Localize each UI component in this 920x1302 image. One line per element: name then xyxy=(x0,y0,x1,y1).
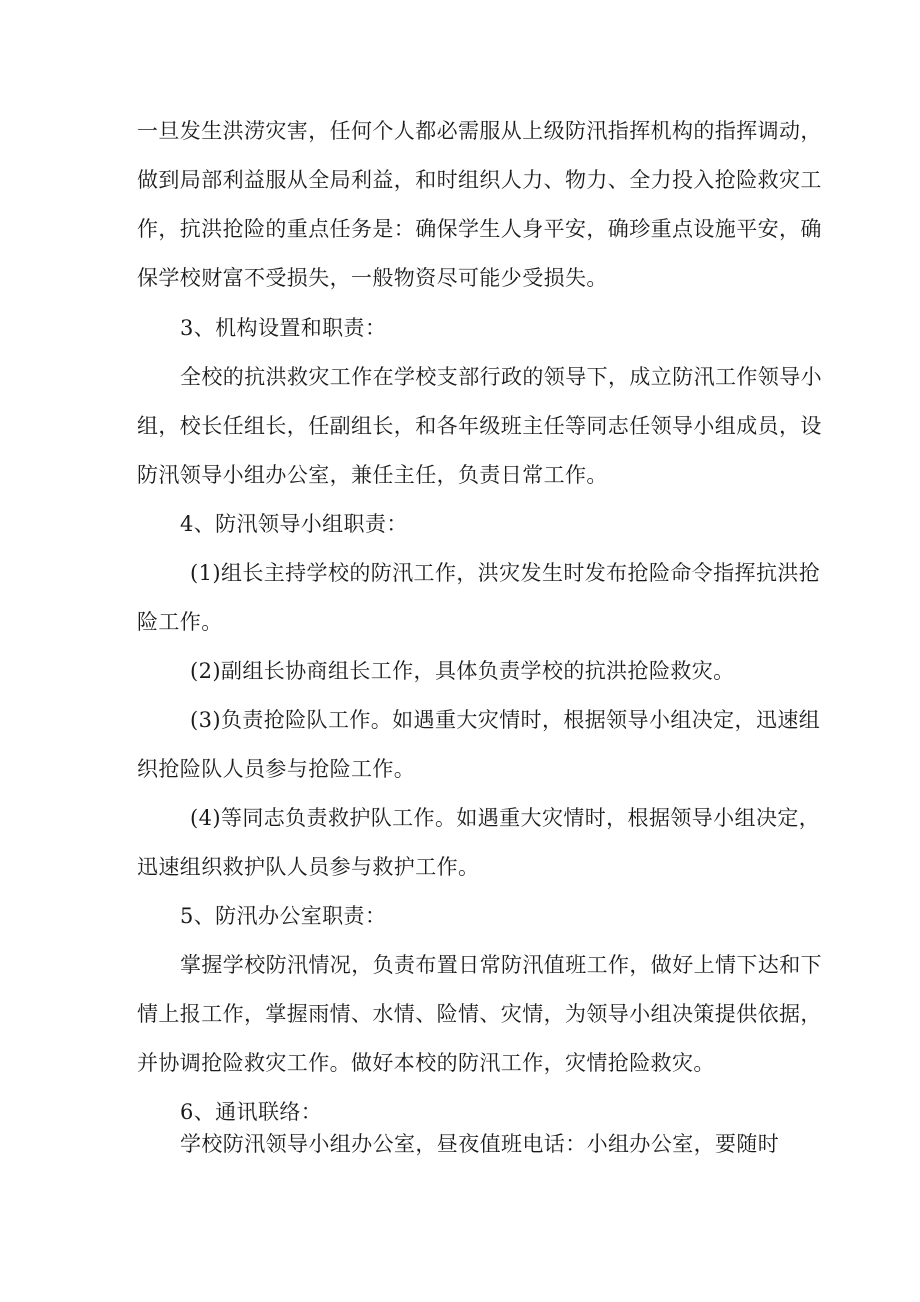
text-line: 作，抗洪抢险的重点任务是：确保学生人身平安，确珍重点设施平安，确 xyxy=(137,217,822,241)
section-heading-5: 5、防汛办公室职责： xyxy=(180,904,387,928)
text-line: 一旦发生洪涝灾害，任何个人都必需服从上级防汛指挥机构的指挥调动， xyxy=(137,119,822,143)
text-line: 防汛领导小组办公室，兼任主任，负责日常工作。 xyxy=(137,463,608,487)
text-line: 并协调抢险救灾工作。做好本校的防汛工作，灾情抢险救灾。 xyxy=(137,1051,715,1075)
text-line: 全校的抗洪救灾工作在学校支部行政的领导下，成立防汛工作领导小 xyxy=(180,365,822,389)
text-line: 织抢险队人员参与抢险工作。 xyxy=(137,757,416,781)
section-heading-3: 3、机构设置和职责： xyxy=(180,316,387,340)
text-line: 组，校长任组长，任副组长，和各年级班主任等同志任领导小组成员，设 xyxy=(137,414,822,438)
text-line: 掌握学校防汛情况，负责布置日常防汛值班工作，做好上情下达和下 xyxy=(180,953,822,977)
text-line: 做到局部利益服从全局利益，和时组织人力、物力、全力投入抢险救灾工 xyxy=(137,168,822,192)
text-line: 情上报工作，掌握雨情、水情、险情、灾情，为领导小组决策提供依据， xyxy=(137,1002,822,1026)
section-heading-4: 4、防汛领导小组职责： xyxy=(180,512,408,536)
text-line: 迅速组织救护队人员参与救护工作。 xyxy=(137,855,480,879)
text-line: 保学校财富不受损失，一般物资尽可能少受损失。 xyxy=(137,266,608,290)
text-line: (1)组长主持学校的防汛工作，洪灾发生时发布抢险命令指挥抗洪抢 xyxy=(190,561,821,585)
text-line: (4)等同志负责救护队工作。如遇重大灾情时，根据领导小组决定， xyxy=(190,806,821,830)
text-line: 险工作。 xyxy=(137,610,223,634)
duty-item-2: (2)副组长协商组长工作，具体负责学校的抗洪抢险救灾。 xyxy=(190,659,735,683)
text-line: (3)负责抢险队工作。如遇重大灾情时，根据领导小组决定，迅速组 xyxy=(190,708,821,732)
section-heading-6: 6、通讯联络： xyxy=(180,1100,323,1124)
paragraph-contact: 学校防汛领导小组办公室，昼夜值班电话：小组办公室，要随时 xyxy=(180,1132,780,1156)
